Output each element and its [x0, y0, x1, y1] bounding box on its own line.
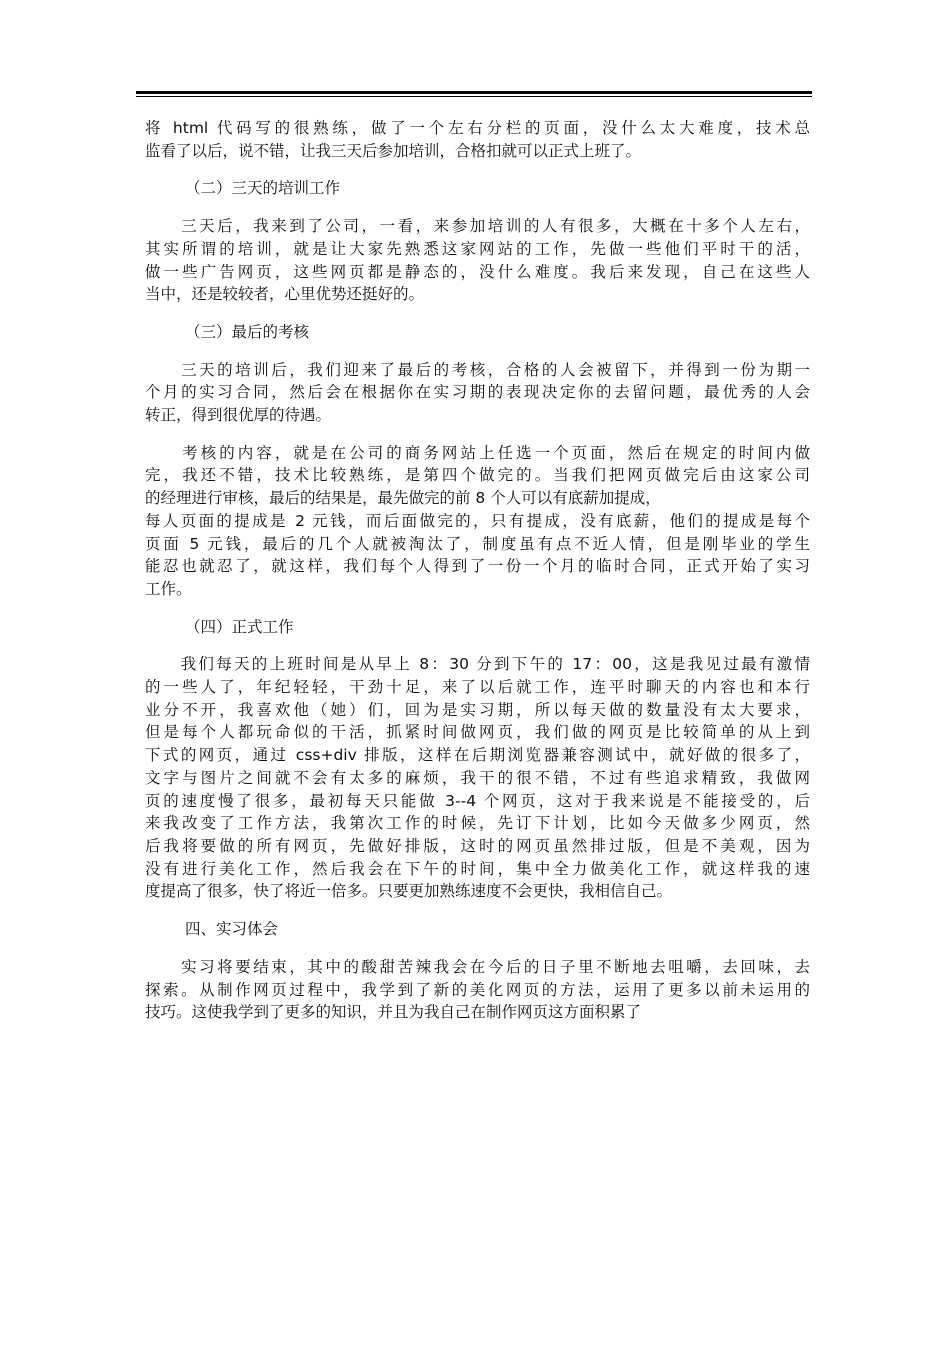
- text-line: 页面 5 元钱，最后的几个人就被淘汰了，制度虽有点不近人情，但是刚毕业的学生: [145, 534, 810, 553]
- text-line: 个月的实习合同，然后会在根据你在实习期的表现决定你的去留问题，最优秀的人会: [145, 383, 810, 402]
- text-line: 转正，得到很优厚的待遇。: [145, 406, 332, 425]
- paragraph: [145, 442, 810, 601]
- paragraph: [145, 117, 810, 162]
- text-line: 但是每个人都玩命似的干活，抓紧时间做网页，我们做的网页是比较简单的从上到: [145, 723, 810, 742]
- text-line: 三天的培训后，我们迎来了最后的考核，合格的人会被留下，并得到一份为期一: [145, 360, 810, 379]
- heading-text: 四、实习体会: [185, 920, 279, 939]
- text-line: 工作。: [145, 579, 192, 598]
- text-line: 将 html 代码写的很熟练，做了一个左右分栏的页面，没什么太大难度，技术总: [145, 119, 810, 137]
- header-rule-thin: [136, 96, 812, 97]
- text-line: 我们每天的上班时间是从早上 8：30 分到下午的 17：00，这是我见过最有激情: [145, 655, 810, 674]
- text-line: 能忍也就忍了，就这样，我们每个人得到了一份一个月的临时合同，正式开始了实习: [145, 557, 810, 576]
- text-line: 实习将要结束，其中的酸甜苦辣我会在今后的日子里不断地去咀嚼，去回味，去: [145, 957, 810, 976]
- text-line: 没有进行美化工作，然后我会在下午的时间，集中全力做美化工作，就这样我的速: [145, 859, 810, 878]
- heading-text: （三）最后的考核: [185, 322, 310, 341]
- text-line: 度提高了很多，快了将近一倍多。只要更加熟练速度不会更快，我相信自己。: [145, 882, 673, 901]
- text-line: 当中，还是较较者，心里优势还挺好的。: [145, 285, 425, 304]
- text-line: 每人页面的提成是 2 元钱，而后面做完的，只有提成，没有底薪，他们的提成是每个: [145, 511, 810, 530]
- text-line: 下式的网页，通过 css+div 排版，这样在后期浏览器兼容测试中，就好做的很多了，: [145, 746, 810, 765]
- text-line: 其实所谓的培训，就是让大家先熟悉这家网站的工作，先做一些他们平时干的活，: [145, 239, 810, 258]
- text-line: 的一些人了，年纪轻轻，干劲十足，来了以后就工作，连平时聊天的内容也和本行: [145, 678, 810, 697]
- document-body: [145, 117, 810, 1024]
- section-heading-assessment: [145, 321, 810, 344]
- text-line: 的经理进行审核，最后的结果是，最先做完的前 8 个人可以有底薪加提成，: [145, 489, 661, 508]
- paragraph: [145, 359, 810, 427]
- text-line: 来我改变了工作方法，我第次工作的时候，先订下计划，比如今天做多少网页，然: [145, 814, 810, 833]
- text-line: 探索。从制作网页过程中，我学到了新的美化网页的方法，运用了更多以前未运用的: [145, 980, 810, 999]
- heading-text: （四）正式工作: [185, 617, 294, 636]
- text-line: 业分不开，我喜欢他（她）们，回为是实习期，所以每天做的数量没有太大要求，: [145, 700, 810, 719]
- text-line: 考核的内容，就是在公司的商务网站上任选一个页面，然后在规定的时间内做: [145, 443, 810, 462]
- text-line: 三天后，我来到了公司，一看，来参加培训的人有很多，大概在十多个人左右，: [145, 217, 810, 236]
- text-line: 文字与图片之间就不会有太多的麻烦，我干的很不错，不过有些追求精致，我做网: [145, 768, 810, 787]
- text-line: 完，我还不错，技术比较熟练，是第四个做完的。当我们把网页做完后由这家公司: [145, 466, 810, 485]
- paragraph: [145, 956, 810, 1024]
- paragraph: [145, 653, 810, 903]
- section-heading-reflection: [145, 918, 810, 941]
- text-line: 页的速度慢了很多，最初每天只能做 3--4 个网页，这对于我来说是不能接受的，后: [145, 791, 810, 810]
- header-rule-thick: [136, 91, 812, 94]
- paragraph: [145, 215, 810, 306]
- text-line: 做一些广告网页，这些网页都是静态的，没什么难度。我后来发现，自己在这些人: [145, 262, 810, 281]
- text-line: 后我将要做的所有网页，先做好排版，这时的网页虽然排过版，但是不美观，因为: [145, 836, 810, 855]
- heading-text: （二）三天的培训工作: [185, 179, 341, 198]
- text-line: 技巧。这使我学到了更多的知识，并且为我自己在制作网页这方面积累了: [145, 1003, 642, 1022]
- section-heading-formal-work: [145, 616, 810, 639]
- section-heading-training: [145, 177, 810, 200]
- text-line: 监看了以后，说不错，让我三天后参加培训，合格扣就可以正式上班了。: [145, 141, 642, 160]
